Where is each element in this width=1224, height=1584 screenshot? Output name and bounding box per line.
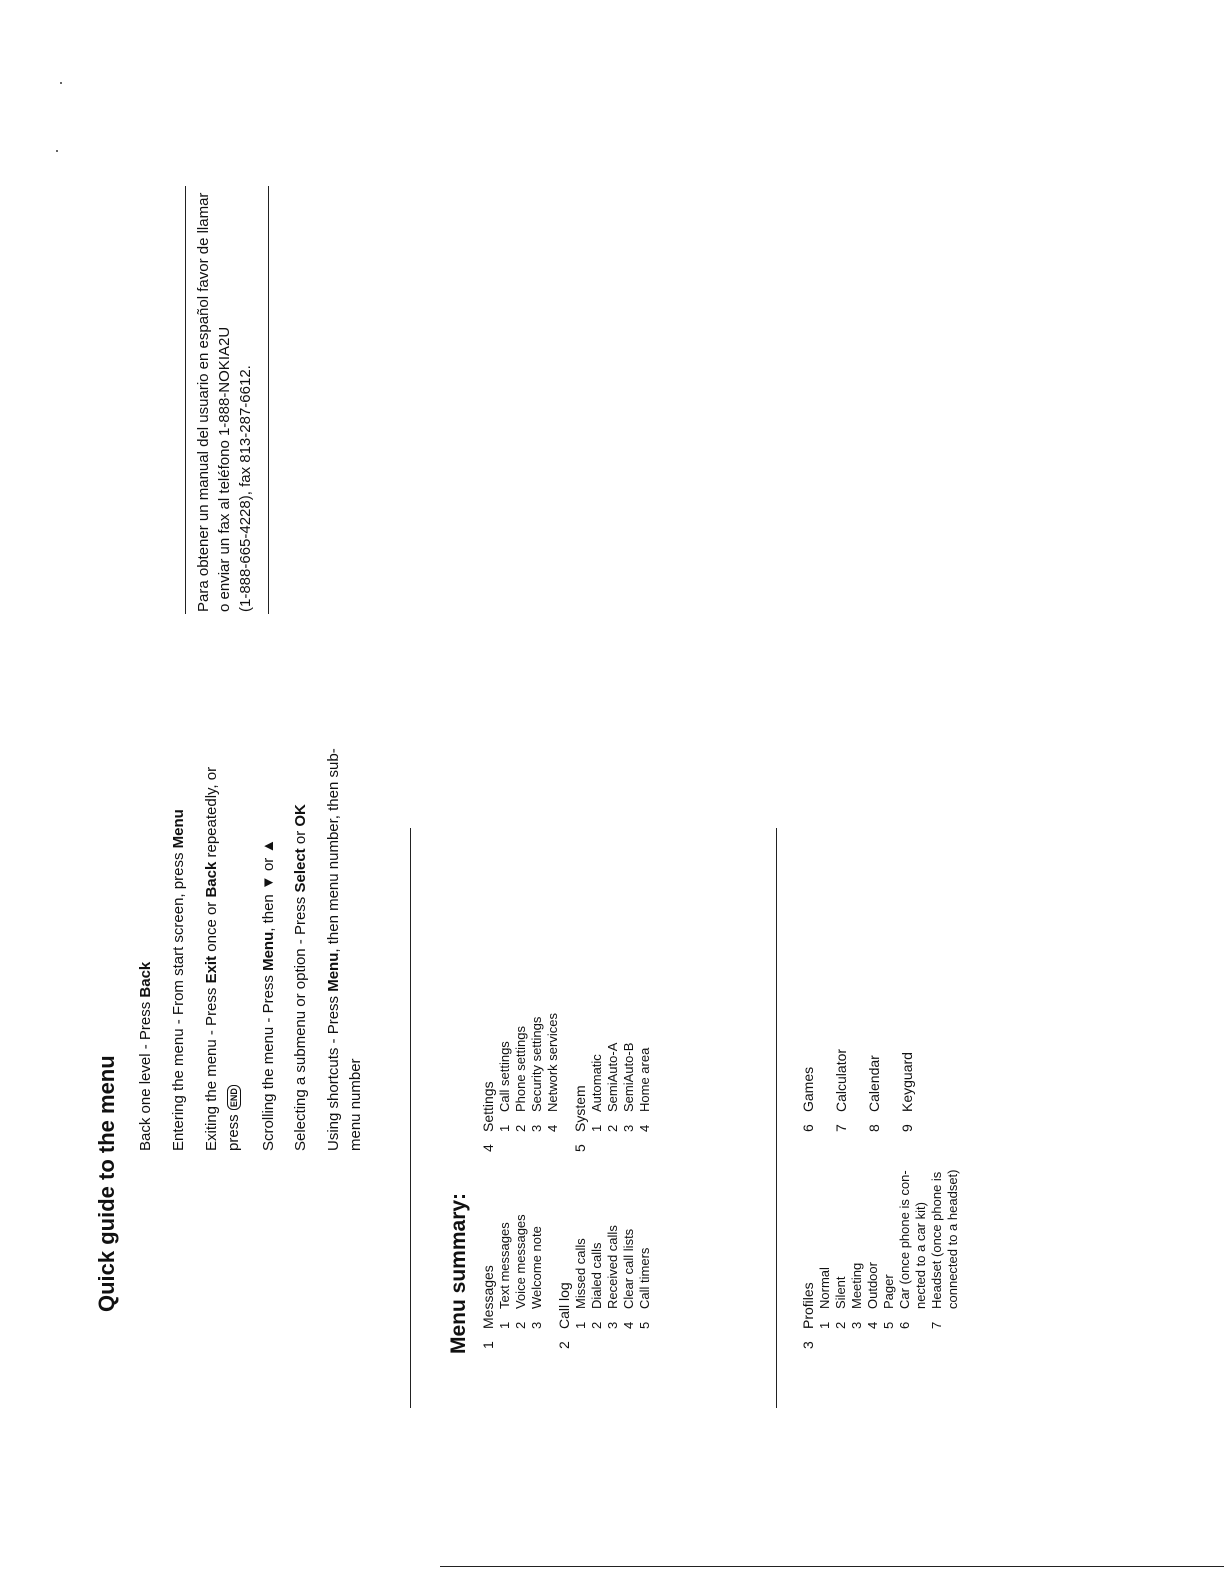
menu-summary-title: Menu summary: [447, 1192, 470, 1354]
menu-summary-top-rule [410, 828, 411, 1408]
menu-item-games: 6Games [800, 1066, 816, 1132]
spanish-note-line1: Para obtener un manual del usuario en español favor de llamar [195, 192, 212, 612]
menu-item-calendar: 8Calendar [866, 1055, 882, 1132]
menu-column-1 [480, 1214, 653, 1349]
submenu-item: 3Security settings [529, 1016, 544, 1132]
submenu-item: 2Dialed calls [589, 1242, 604, 1329]
submenu-item: 3Welcome note [529, 1226, 544, 1329]
submenu-item: 7Headset (once phone is [929, 1171, 944, 1329]
submenu-item: 3Received calls [605, 1225, 620, 1329]
guide-item-scrolling: Scrolling the menu - Press Menu, then ▼ or ▲ [260, 838, 277, 1151]
submenu-item: 4Outdoor [865, 1262, 880, 1329]
submenu-item: 2Phone settings [513, 1025, 528, 1132]
quick-guide-title: Quick guide to the menu [94, 1055, 119, 1312]
submenu-item: 6Car (once phone is con- [897, 1170, 912, 1329]
menu-item-system: 5System [572, 1085, 588, 1152]
submenu-item: 5Call timers [637, 1247, 652, 1329]
submenu-item: 1Call settings [497, 1041, 512, 1132]
menu-column-4 [800, 1049, 916, 1132]
note-top-rule [185, 186, 186, 614]
menu-item-keyguard: 9Keyguard [899, 1052, 915, 1132]
submenu-item: 4Network services [545, 1013, 560, 1132]
submenu-item: 1Missed calls [573, 1238, 588, 1329]
submenu-item: 2SemiAuto-A [605, 1042, 620, 1132]
spanish-note-line3: (1-888-665-4228), fax 813-287-6612. [237, 365, 254, 612]
guide-item-shortcuts: Using shortcuts - Press Menu, then menu number, then sub- [325, 748, 342, 1151]
menu-item-messages: 1Messages [480, 1265, 496, 1349]
menu-item-call-log: 2Call log [556, 1282, 572, 1349]
submenu-item: 1Normal [817, 1267, 832, 1329]
submenu-item-continued: connected to a headset) [945, 1169, 960, 1309]
menu-item-settings: 4Settings [480, 1081, 496, 1152]
menu-column-3 [800, 1170, 961, 1350]
submenu-item: 1Automatic [589, 1054, 604, 1132]
submenu-item: 3SemiAuto-B [621, 1042, 636, 1132]
menu-item-profiles: 3Profiles [800, 1282, 816, 1349]
submenu-item: 4Clear call lists [621, 1228, 636, 1329]
guide-item-back: Back one level - Press Back [137, 961, 154, 1151]
submenu-item: 4Home area [637, 1047, 652, 1132]
submenu-item: 5Pager [881, 1274, 896, 1329]
submenu-item: 2Silent [833, 1276, 848, 1329]
submenu-item: 1Text messages [497, 1222, 512, 1329]
guide-item-entering: Entering the menu - From start screen, press Menu [170, 809, 187, 1151]
menu-summary-divider-rule [776, 828, 777, 1408]
note-bottom-rule [268, 186, 269, 614]
guide-item-exiting-line2: press END [225, 1085, 243, 1151]
end-key-icon: END [227, 1085, 241, 1110]
guide-item-exiting: Exiting the menu - Press Exit once or Back repeatedly, or [203, 766, 220, 1151]
menu-item-calculator: 7Calculator [833, 1048, 849, 1132]
menu-column-2 [480, 1013, 653, 1152]
guide-item-shortcuts-line2: menu number [347, 1058, 364, 1151]
spanish-note-line2: o enviar un fax al teléfono 1-888-NOKIA2U [216, 326, 233, 612]
submenu-item: 3Meeting [849, 1262, 864, 1329]
submenu-item-continued: nected to a car kit) [913, 1202, 928, 1309]
guide-item-selecting: Selecting a submenu or option - Press Select or OK [292, 804, 309, 1151]
submenu-item: 2Voice messages [513, 1214, 528, 1329]
